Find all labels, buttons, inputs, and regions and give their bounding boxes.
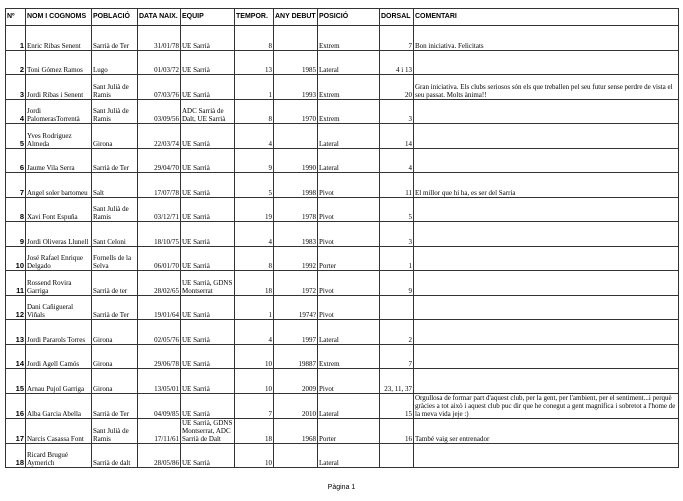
team-cell: UE Sarrià [181, 75, 235, 100]
town-cell: Sant Julià de Ramis [92, 99, 138, 124]
name-cell: Narcis Casassa Font [26, 418, 92, 443]
name-cell: Xavi Font Espuña [26, 197, 92, 222]
debut-year-cell: 1990 [274, 148, 318, 173]
row-number: 15 [6, 369, 26, 394]
team-cell: UE Sarrià [181, 50, 235, 75]
seasons-cell: 10 [235, 344, 274, 369]
dorsal-cell: 7 [380, 344, 414, 369]
town-cell: Girona [92, 124, 138, 149]
row-number: 13 [6, 320, 26, 345]
table-row [6, 50, 679, 75]
position-cell: Porter [318, 246, 380, 271]
debut-year-cell [274, 26, 318, 51]
seasons-cell: 8 [235, 246, 274, 271]
team-cell: UE Sarrià [181, 295, 235, 320]
seasons-cell: 1 [235, 295, 274, 320]
comment-cell: Orgullosa de formar part d'aquest club, per la gent, per l'ambient, per el sentiment...i perquè gràcies a tot això i aquest club puc dir que he conegut a gent magnífica i sobretot a l'home de la meva vida jeje :) [414, 393, 679, 418]
table-row [6, 344, 679, 369]
position-cell: Lateral [318, 124, 380, 149]
row-number: 1 [6, 26, 26, 51]
table-row [6, 26, 679, 51]
debut-year-cell: 1993 [274, 75, 318, 100]
comment-cell [414, 50, 679, 75]
row-number: 4 [6, 99, 26, 124]
town-cell: Sant Julià de Ramis [92, 197, 138, 222]
seasons-cell: 4 [235, 222, 274, 247]
header-cell: ANY DEBUT [274, 9, 318, 26]
team-cell: UE Sarrià [181, 222, 235, 247]
name-cell: Jordi Oliveras Llunell [26, 222, 92, 247]
comment-cell [414, 148, 679, 173]
row-number: 10 [6, 246, 26, 271]
position-cell: Extrem [318, 344, 380, 369]
header-cell: Nº [6, 9, 26, 26]
comment-cell: Gran iniciativa. Els clubs seriosos són els que treballen pel seu futur sense perdre de vista el seu passat. Molts ànima!! [414, 75, 679, 100]
debut-year-cell: 1968 [274, 418, 318, 443]
team-cell: ADC Sarrià de Dalt, UE Sarrià [181, 99, 235, 124]
name-cell: Ricard Brugué Aymerich [26, 443, 92, 468]
position-cell: Porter [318, 418, 380, 443]
birthdate-cell: 17/07/78 [138, 173, 181, 198]
debut-year-cell: 1974? [274, 295, 318, 320]
team-cell: UE Sarrià, GDNS Montserrat [181, 271, 235, 296]
birthdate-cell: 22/03/74 [138, 124, 181, 149]
header-cell: POSICIÓ [318, 9, 380, 26]
name-cell: Jordi Agell Camós [26, 344, 92, 369]
town-cell: Sant Celoni [92, 222, 138, 247]
comment-cell [414, 222, 679, 247]
birthdate-cell: 17/11/61 [138, 418, 181, 443]
row-number: 8 [6, 197, 26, 222]
dorsal-cell: 20 [380, 75, 414, 100]
birthdate-cell: 29/06/78 [138, 344, 181, 369]
row-number: 14 [6, 344, 26, 369]
birthdate-cell: 13/05/01 [138, 369, 181, 394]
name-cell: Jordi Pararols Torres [26, 320, 92, 345]
table-row [6, 148, 679, 173]
position-cell: Pivot [318, 271, 380, 296]
dorsal-cell [380, 295, 414, 320]
seasons-cell: 10 [235, 369, 274, 394]
debut-year-cell [274, 443, 318, 468]
row-number: 18 [6, 443, 26, 468]
row-number: 3 [6, 75, 26, 100]
row-number: 9 [6, 222, 26, 247]
team-cell: UE Sarrià [181, 124, 235, 149]
dorsal-cell: 2 [380, 320, 414, 345]
seasons-cell: 5 [235, 173, 274, 198]
seasons-cell: 19 [235, 197, 274, 222]
dorsal-cell: 3 [380, 222, 414, 247]
name-cell: Alba Garcia Abella [26, 393, 92, 418]
comment-cell [414, 197, 679, 222]
town-cell: Sarrià de ter [92, 271, 138, 296]
name-cell: Dani Cañigueral Viñals [26, 295, 92, 320]
comment-cell: Bon iniciativa. Felicitats [414, 26, 679, 51]
birthdate-cell: 28/05/86 [138, 443, 181, 468]
team-cell: UE Sarrià [181, 26, 235, 51]
header-cell: DATA NAIX. [138, 9, 181, 26]
header-cell: COMENTARI [414, 9, 679, 26]
town-cell: Girona [92, 344, 138, 369]
row-number: 6 [6, 148, 26, 173]
table-row [6, 222, 679, 247]
debut-year-cell [274, 124, 318, 149]
team-cell: UE Sarrià, GDNS Montserrat, ADC Sarrià de Dalt [181, 418, 235, 443]
position-cell: Extrem [318, 26, 380, 51]
birthdate-cell: 04/09/85 [138, 393, 181, 418]
dorsal-cell: 3 [380, 99, 414, 124]
debut-year-cell: 1998 [274, 173, 318, 198]
seasons-cell: 7 [235, 393, 274, 418]
town-cell: Sant Julià de Ramis [92, 75, 138, 100]
header-cell: POBLACIÓ [92, 9, 138, 26]
seasons-cell: 10 [235, 443, 274, 468]
birthdate-cell: 19/01/64 [138, 295, 181, 320]
seasons-cell: 18 [235, 418, 274, 443]
seasons-cell: 18 [235, 271, 274, 296]
name-cell: Rossend Rovira Garriga [26, 271, 92, 296]
town-cell: Sant Julià de Ramis [92, 418, 138, 443]
team-cell: UE Sarrià [181, 320, 235, 345]
position-cell: Lateral [318, 50, 380, 75]
comment-cell [414, 344, 679, 369]
town-cell: Sarrià de Ter [92, 26, 138, 51]
team-cell: UE Sarrià [181, 197, 235, 222]
seasons-cell: 1 [235, 75, 274, 100]
birthdate-cell: 18/10/75 [138, 222, 181, 247]
header-cell: DORSAL [380, 9, 414, 26]
dorsal-cell: 11 [380, 173, 414, 198]
seasons-cell: 4 [235, 320, 274, 345]
team-cell: UE Sarrià [181, 344, 235, 369]
row-number: 5 [6, 124, 26, 149]
dorsal-cell: 23, 11, 37 [380, 369, 414, 394]
town-cell: Girona [92, 369, 138, 394]
debut-year-cell: 19887 [274, 344, 318, 369]
birthdate-cell: 01/03/72 [138, 50, 181, 75]
birthdate-cell: 02/05/76 [138, 320, 181, 345]
seasons-cell: 9 [235, 148, 274, 173]
name-cell: Angel soler bartomeu [26, 173, 92, 198]
comment-cell [414, 271, 679, 296]
town-cell: Sarrià de Ter [92, 148, 138, 173]
dorsal-cell: 16 [380, 418, 414, 443]
name-cell: Toni Gómez Ramos [26, 50, 92, 75]
page-number: Pàgina 1 [327, 484, 356, 491]
dorsal-cell: 4 i 13 [380, 50, 414, 75]
dorsal-cell: 1 [380, 246, 414, 271]
table-row [6, 369, 679, 394]
comment-cell [414, 295, 679, 320]
position-cell: Lateral [318, 393, 380, 418]
dorsal-cell [380, 443, 414, 468]
debut-year-cell: 1983 [274, 222, 318, 247]
birthdate-cell: 07/03/76 [138, 75, 181, 100]
birthdate-cell: 03/12/71 [138, 197, 181, 222]
town-cell: Girona [92, 320, 138, 345]
table-row [6, 320, 679, 345]
position-cell: Extrem [318, 99, 380, 124]
comment-cell [414, 99, 679, 124]
birthdate-cell: 29/04/70 [138, 148, 181, 173]
team-cell: UE Sarrià [181, 393, 235, 418]
position-cell: Pivot [318, 295, 380, 320]
row-number: 11 [6, 271, 26, 296]
position-cell: Lateral [318, 148, 380, 173]
seasons-cell: 8 [235, 26, 274, 51]
team-cell: UE Sarrià [181, 246, 235, 271]
debut-year-cell: 1978 [274, 197, 318, 222]
row-number: 12 [6, 295, 26, 320]
table-row [6, 173, 679, 198]
position-cell: Pivot [318, 197, 380, 222]
row-number: 2 [6, 50, 26, 75]
seasons-cell: 13 [235, 50, 274, 75]
position-cell: Lateral [318, 443, 380, 468]
name-cell: Jordi PalomerasTorrentà [26, 99, 92, 124]
debut-year-cell: 2009 [274, 369, 318, 394]
birthdate-cell: 06/01/70 [138, 246, 181, 271]
birthdate-cell: 03/09/56 [138, 99, 181, 124]
table-row [6, 271, 679, 296]
debut-year-cell: 1970 [274, 99, 318, 124]
players-table [5, 8, 679, 468]
birthdate-cell: 31/01/78 [138, 26, 181, 51]
position-cell: Pivot [318, 222, 380, 247]
town-cell: Salt [92, 173, 138, 198]
team-cell: UE Sarrià [181, 173, 235, 198]
dorsal-cell: 14 [380, 124, 414, 149]
debut-year-cell: 2010 [274, 393, 318, 418]
table-row [6, 75, 679, 100]
comment-cell [414, 443, 679, 468]
row-number: 17 [6, 418, 26, 443]
name-cell: Jordi Ribas i Senent [26, 75, 92, 100]
row-number: 16 [6, 393, 26, 418]
seasons-cell: 8 [235, 99, 274, 124]
name-cell: Arnau Pujol Garriga [26, 369, 92, 394]
table-row [6, 99, 679, 124]
comment-cell: També vaig ser entrenador [414, 418, 679, 443]
position-cell: Pivot [318, 369, 380, 394]
town-cell: Sarrià de Ter [92, 295, 138, 320]
debut-year-cell: 1985 [274, 50, 318, 75]
header-row [6, 9, 679, 26]
table-row [6, 393, 679, 418]
team-cell: UE Sarrià [181, 369, 235, 394]
header-cell: EQUIP [181, 9, 235, 26]
header-cell: NOM I COGNOMS [26, 9, 92, 26]
town-cell: Sarrià de Ter [92, 393, 138, 418]
name-cell: Yves Rodriguez Almeda [26, 124, 92, 149]
comment-cell [414, 369, 679, 394]
dorsal-cell: 4 [380, 148, 414, 173]
header-cell: TEMPOR. [235, 9, 274, 26]
dorsal-cell: 5 [380, 197, 414, 222]
comment-cell: El millor que hi ha, es ser del Sarria [414, 173, 679, 198]
debut-year-cell: 1997 [274, 320, 318, 345]
position-cell: Lateral [318, 320, 380, 345]
dorsal-cell: 7 [380, 26, 414, 51]
town-cell: Sarrià de dalt [92, 443, 138, 468]
table-row [6, 197, 679, 222]
name-cell: Enric Ribas Senent [26, 26, 92, 51]
team-cell: UE Sarrià [181, 148, 235, 173]
table-row [6, 443, 679, 468]
comment-cell [414, 246, 679, 271]
name-cell: José Rafael Enrique Delgado [26, 246, 92, 271]
position-cell: Extrem [318, 75, 380, 100]
birthdate-cell: 28/02/65 [138, 271, 181, 296]
row-number: 7 [6, 173, 26, 198]
seasons-cell: 4 [235, 124, 274, 149]
dorsal-cell: 15 [380, 393, 414, 418]
table-row [6, 124, 679, 149]
town-cell: Fornells de la Selva [92, 246, 138, 271]
dorsal-cell: 9 [380, 271, 414, 296]
position-cell: Pivot [318, 173, 380, 198]
table-row [6, 418, 679, 443]
table-row [6, 246, 679, 271]
comment-cell [414, 124, 679, 149]
town-cell: Lugo [92, 50, 138, 75]
debut-year-cell: 1972 [274, 271, 318, 296]
table-row [6, 295, 679, 320]
comment-cell [414, 320, 679, 345]
debut-year-cell: 1992 [274, 246, 318, 271]
name-cell: Jaume Vila Serra [26, 148, 92, 173]
team-cell: UE Sarrià [181, 443, 235, 468]
